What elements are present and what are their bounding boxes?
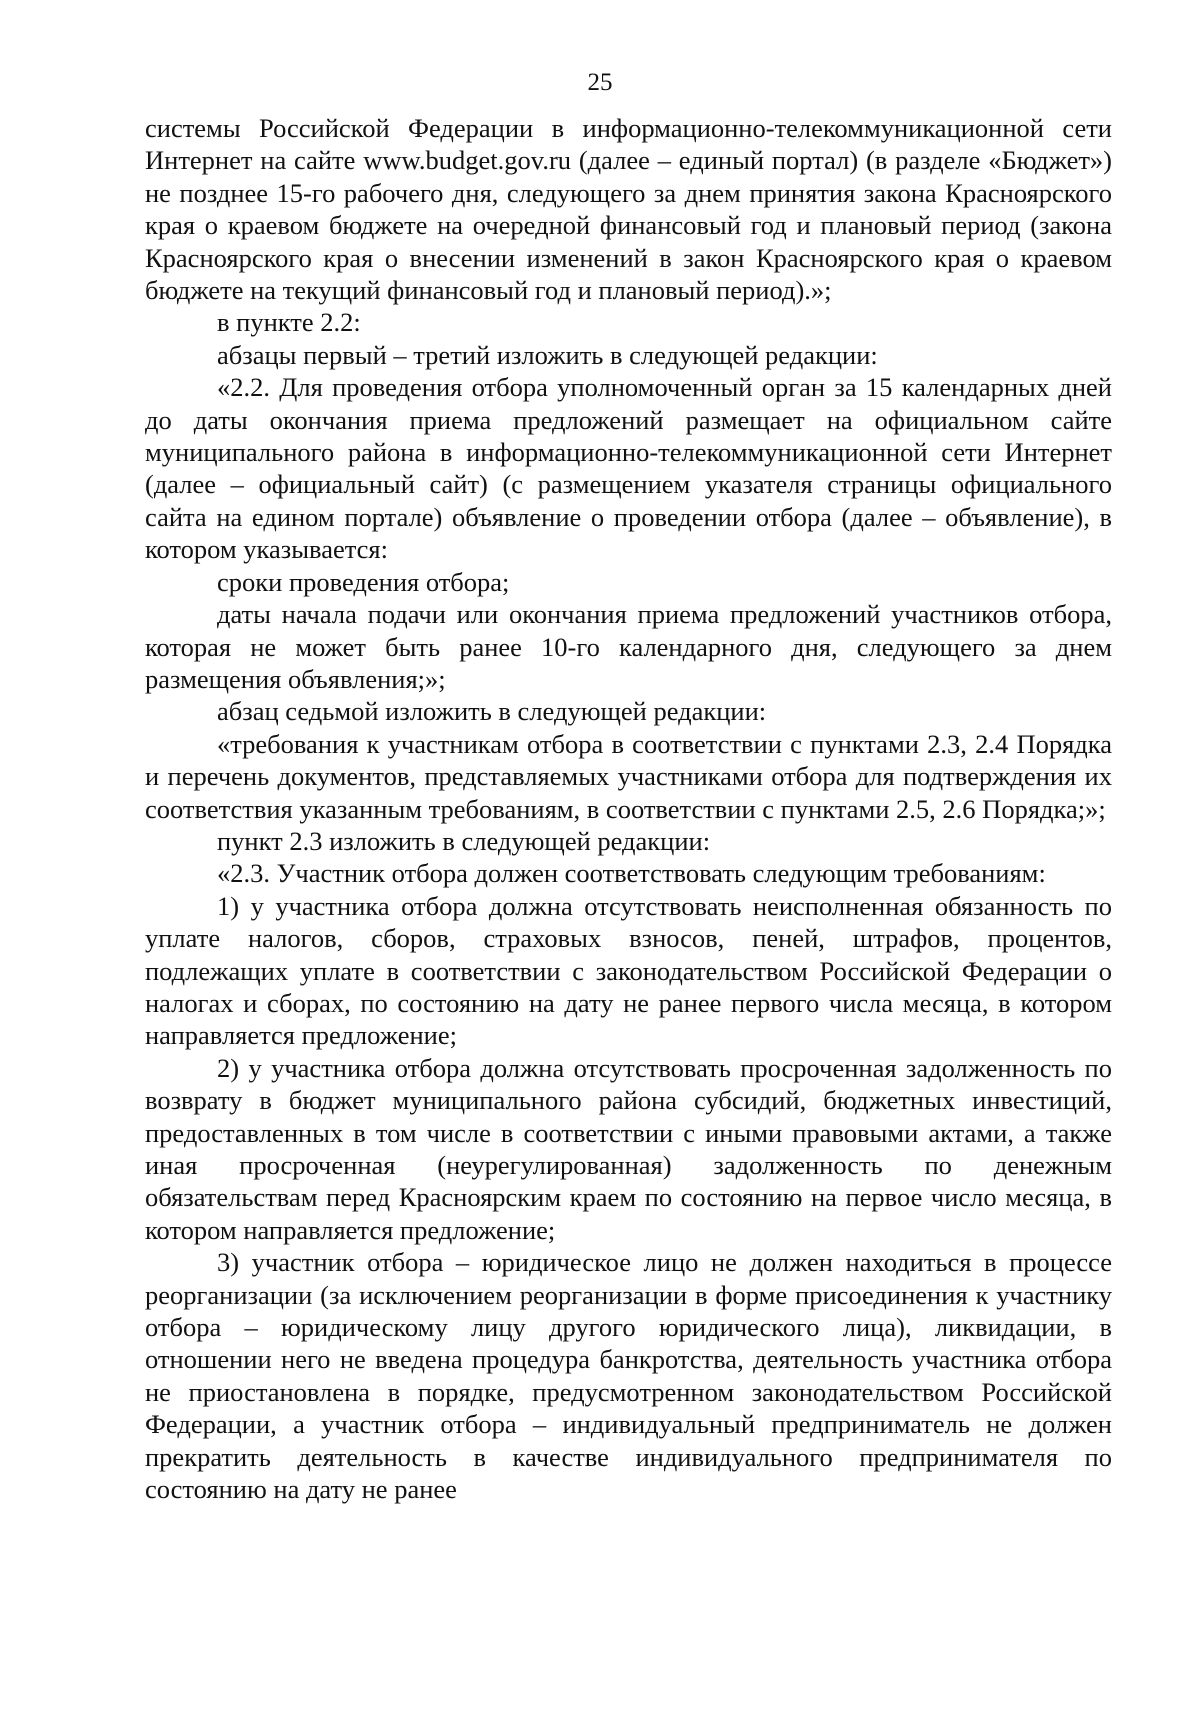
paragraph: даты начала подачи или окончания приема предложений участников отбора, которая не может быть ранее 10-го календарного дня, следующего за днем размещения объявления;»; bbox=[145, 599, 1112, 694]
paragraph: абзацы первый – третий изложить в следующей редакции: bbox=[217, 339, 878, 370]
paragraph: абзац седьмой изложить в следующей редакции: bbox=[217, 696, 767, 727]
paragraph: 2) у участника отбора должна отсутствовать просроченная задолженность по возврату в бюджет муниципального района субсидий, бюджетных инвестиций, предоставленных в том числе в соответствии с иными правовыми актами, а также иная просроченная (неурегулированная) задолженность по денежным обязательствам перед Красноярским краем по состоянию на первое число месяца, в котором направляется предложение; bbox=[145, 1052, 1112, 1245]
paragraph: «2.3. Участник отбора должен соответствовать следующим требованиям: bbox=[217, 858, 1046, 889]
paragraph: «2.2. Для проведения отбора уполномоченный орган за 15 календарных дней до даты окончания приема предложений размещает на официальном сайте муниципального района в информационно-телекоммуникационной сети Интернет (далее – официальный сайт) (с размещением указателя страницы официального сайта на едином портале) объявление о проведении отбора (далее – объявление), в котором указывается: bbox=[145, 372, 1112, 565]
document-body bbox=[145, 112, 1112, 1505]
paragraph: в пункте 2.2: bbox=[217, 307, 361, 338]
paragraph: сроки проведения отбора; bbox=[217, 566, 510, 597]
paragraph: 3) участник отбора – юридическое лицо не должен находиться в процессе реорганизации (за исключением реорганизации в форме присоединения к участнику отбора – юридическому лицу другого юридического лица), ликвидации, в отношении него не введена процедура банкротства, деятельность участника отбора не приостановлена в порядке, предусмотренном законодательством Российской Федерации, а участник отбора – индивидуальный предприниматель не должен прекратить деятельность в качестве индивидуального предпринимателя по состоянию на дату не ранее bbox=[145, 1247, 1112, 1505]
paragraph: 1) у участника отбора должна отсутствовать неисполненная обязанность по уплате налогов, сборов, страховых взносов, пеней, штрафов, процентов, подлежащих уплате в соответствии с законодательством Российской Федерации о налогах и сборах, по состоянию на дату не ранее первого числа месяца, в котором направляется предложение; bbox=[145, 890, 1112, 1051]
paragraph-continuation: системы Российской Федерации в информационно-телекоммуникационной сети Интернет на сайте www.budget.gov.ru (далее – единый портал) (в разделе «Бюджет») не позднее 15-го рабочего дня, следующего за днем принятия закона Красноярского края о краевом бюджете на очередной финансовый год и плановый период (закона Красноярского края о внесении изменений в закон Красноярского края о краевом бюджете на текущий финансовый год и плановый период).»; bbox=[145, 113, 1112, 306]
paragraph: пункт 2.3 изложить в следующей редакции: bbox=[217, 825, 711, 856]
paragraph: «требования к участникам отбора в соответствии с пунктами 2.3, 2.4 Порядка и перечень документов, представляемых участниками отбора для подтверждения их соответствия указанным требованиям, в соответствии с пунктами 2.5, 2.6 Порядка;»; bbox=[145, 728, 1112, 824]
page-number: 25 bbox=[587, 69, 613, 96]
